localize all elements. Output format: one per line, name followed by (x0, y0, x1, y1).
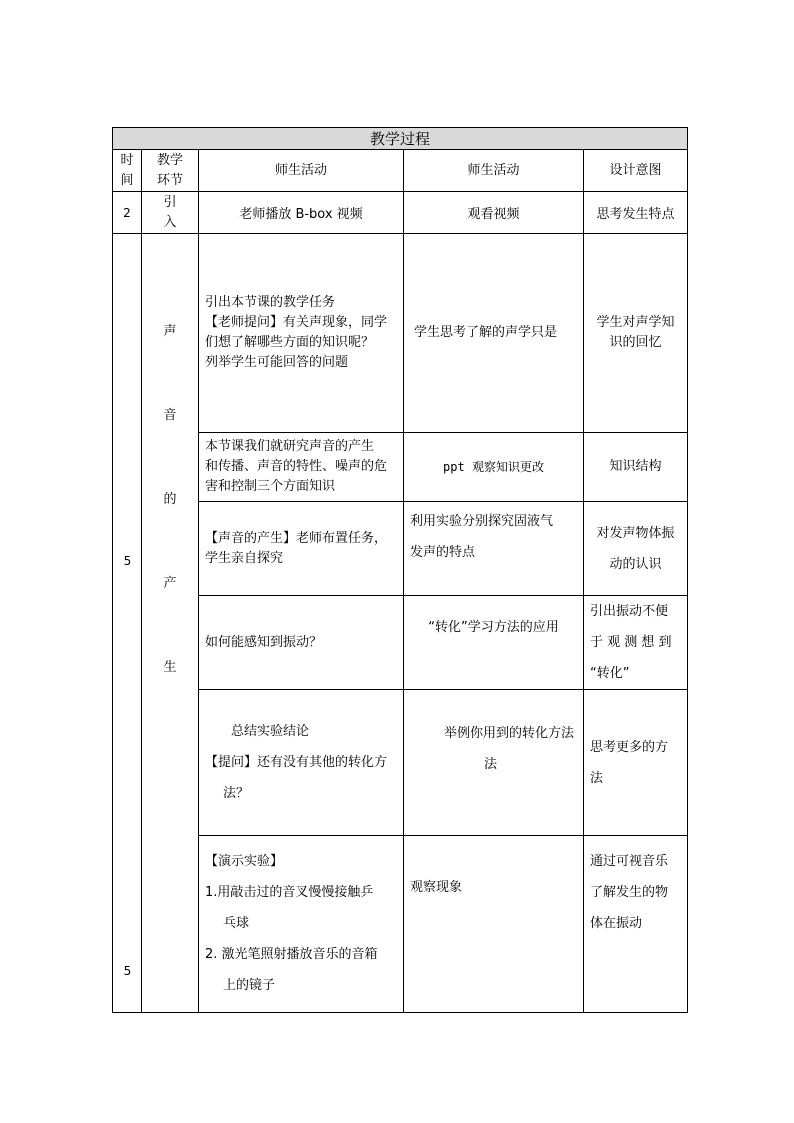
table-row (113, 433, 688, 502)
row1-teacher: 引出本节课的教学任务 【老师提问】有关声现象，同学 们想了解哪些方面的知识呢？ 列举学生可能回答的问题 (199, 234, 404, 433)
section-stage: 声 音 的 产 生 (142, 234, 199, 1013)
header-stage: 教学 环节 (142, 150, 199, 192)
row5-student: 举例你用到的转化方法 法 (404, 690, 584, 836)
row5-teacher: 总结实验结论 【提问】还有没有其他的转化方 法？ (199, 690, 404, 836)
row2-teacher: 本节课我们就研究声音的产生 和传播、声音的特性、噪声的危 害和控制三个方面知识 (199, 433, 404, 502)
intro-time: 2 (113, 192, 142, 234)
row1-student: 学生思考了解的声学只是 (404, 234, 584, 433)
section-time-bottom: 5 (123, 964, 132, 978)
row4-intent: 引出振动不便 于 观 测 想 到 “转化” (584, 596, 688, 690)
row1-intent: 学生对声学知 识的回忆 (584, 234, 688, 433)
row2-intent: 知识结构 (584, 433, 688, 502)
row4-teacher: 如何能感知到振动？ (199, 596, 404, 690)
row6-intent: 通过可视音乐 了解发生的物 体在振动 (584, 836, 688, 1013)
table-row (113, 836, 688, 1013)
table-title: 教学过程 (113, 128, 688, 150)
teaching-process-table (112, 127, 688, 1013)
row3-teacher: 【声音的产生】老师布置任务， 学生亲自探究 (199, 502, 404, 596)
table-row (113, 690, 688, 836)
row3-intent: 对发声物体振 动的认识 (584, 502, 688, 596)
header-time: 时 间 (113, 150, 142, 192)
row6-teacher: 【演示实验】 1.用敲击过的音叉慢慢接触乒 乓球 2. 激光笔照射播放音乐的音箱 上的镜子 (199, 836, 404, 1013)
row6-student: 观察现象 (404, 836, 584, 1013)
intro-teacher: 老师播放 B-box 视频 (199, 192, 404, 234)
row2-student: ppt 观察知识更改 (404, 433, 584, 502)
table-row (113, 596, 688, 690)
table-row (113, 234, 688, 433)
table-row (113, 502, 688, 596)
row3-student: 利用实验分别探究固液气 发声的特点 (404, 502, 584, 596)
intro-stage: 引 入 (142, 192, 199, 234)
intro-intent: 思考发生特点 (584, 192, 688, 234)
table-row (113, 192, 688, 234)
header-student-activity: 师生活动 (404, 150, 584, 192)
row5-intent: 思考更多的方 法 (584, 690, 688, 836)
section-time-top: 5 (123, 554, 132, 568)
header-teacher-activity: 师生活动 (199, 150, 404, 192)
row4-student: “转化”学习方法的应用 (404, 596, 584, 690)
section-time (113, 234, 142, 1013)
header-design-intent: 设计意图 (584, 150, 688, 192)
intro-student: 观看视频 (404, 192, 584, 234)
